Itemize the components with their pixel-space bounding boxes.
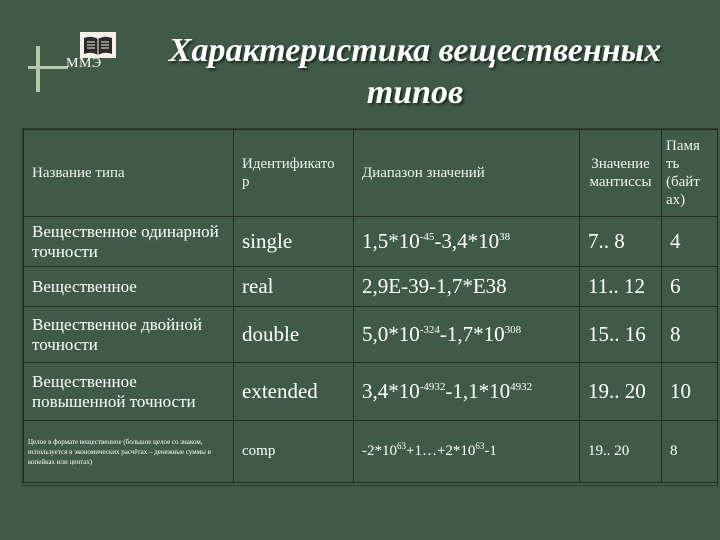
memory-cell: 10 (662, 363, 718, 421)
type-name-cell: Вещественное (24, 267, 234, 307)
table-row (24, 217, 718, 267)
type-id-cell: real (234, 267, 354, 307)
header-cell: Значение мантиссы (580, 130, 662, 217)
header-cell: Диапазон значений (354, 130, 580, 217)
mantissa-cell: 11.. 12 (580, 267, 662, 307)
mantissa-cell: 7.. 8 (580, 217, 662, 267)
type-id-cell: comp (234, 421, 354, 483)
memory-cell: 4 (662, 217, 718, 267)
range-cell: $-2*10^{63}+1\dots+2*10^{63}-1$ (354, 421, 580, 483)
logo-line-horizontal (28, 66, 68, 69)
type-name-cell: Вещественное повышенной точности (24, 363, 234, 421)
types-table (23, 129, 718, 483)
page-title: Характеристика вещественных типов (168, 32, 662, 111)
table-row (24, 307, 718, 363)
table-row (24, 421, 718, 483)
type-id-cell: extended (234, 363, 354, 421)
range-cell: $3,4*10^{-4932}-1,1*10^{4932}$ (354, 363, 580, 421)
header-cell: Идентификато р (234, 130, 354, 217)
type-name-cell: Вещественное одинарной точности (24, 217, 234, 267)
logo (28, 14, 118, 94)
mantissa-cell: 15.. 16 (580, 307, 662, 363)
logo-line-vertical (36, 46, 40, 92)
type-id-cell: double (234, 307, 354, 363)
memory-cell: 8 (662, 307, 718, 363)
range-cell: 2,9Е-39-1,7*Е38 (354, 267, 580, 307)
type-name-cell: Вещественное двойной точности (24, 307, 234, 363)
type-id-cell: single (234, 217, 354, 267)
table-header-row (24, 130, 718, 217)
type-name-cell: Целое в формате вещественное (большое целое со знаком, используется в экономических расчётах – денежные суммы в копейках или центах) (24, 421, 234, 483)
memory-cell: 6 (662, 267, 718, 307)
mantissa-cell: 19.. 20 (580, 421, 662, 483)
range-cell: $1,5*10^{-45}-3,4*10^{38}$ (354, 217, 580, 267)
book-icon (80, 32, 116, 58)
range-cell: $5,0*10^{-324}-1,7*10^{308}$ (354, 307, 580, 363)
mantissa-cell: 19.. 20 (580, 363, 662, 421)
types-table-wrapper (22, 128, 718, 486)
table-row (24, 267, 718, 307)
header-cell: Название типа (24, 130, 234, 217)
header-cell: Памя ть (байт ах) (662, 130, 718, 217)
table-row (24, 363, 718, 421)
memory-cell: 8 (662, 421, 718, 483)
logo-text: ММЭ (66, 56, 102, 71)
